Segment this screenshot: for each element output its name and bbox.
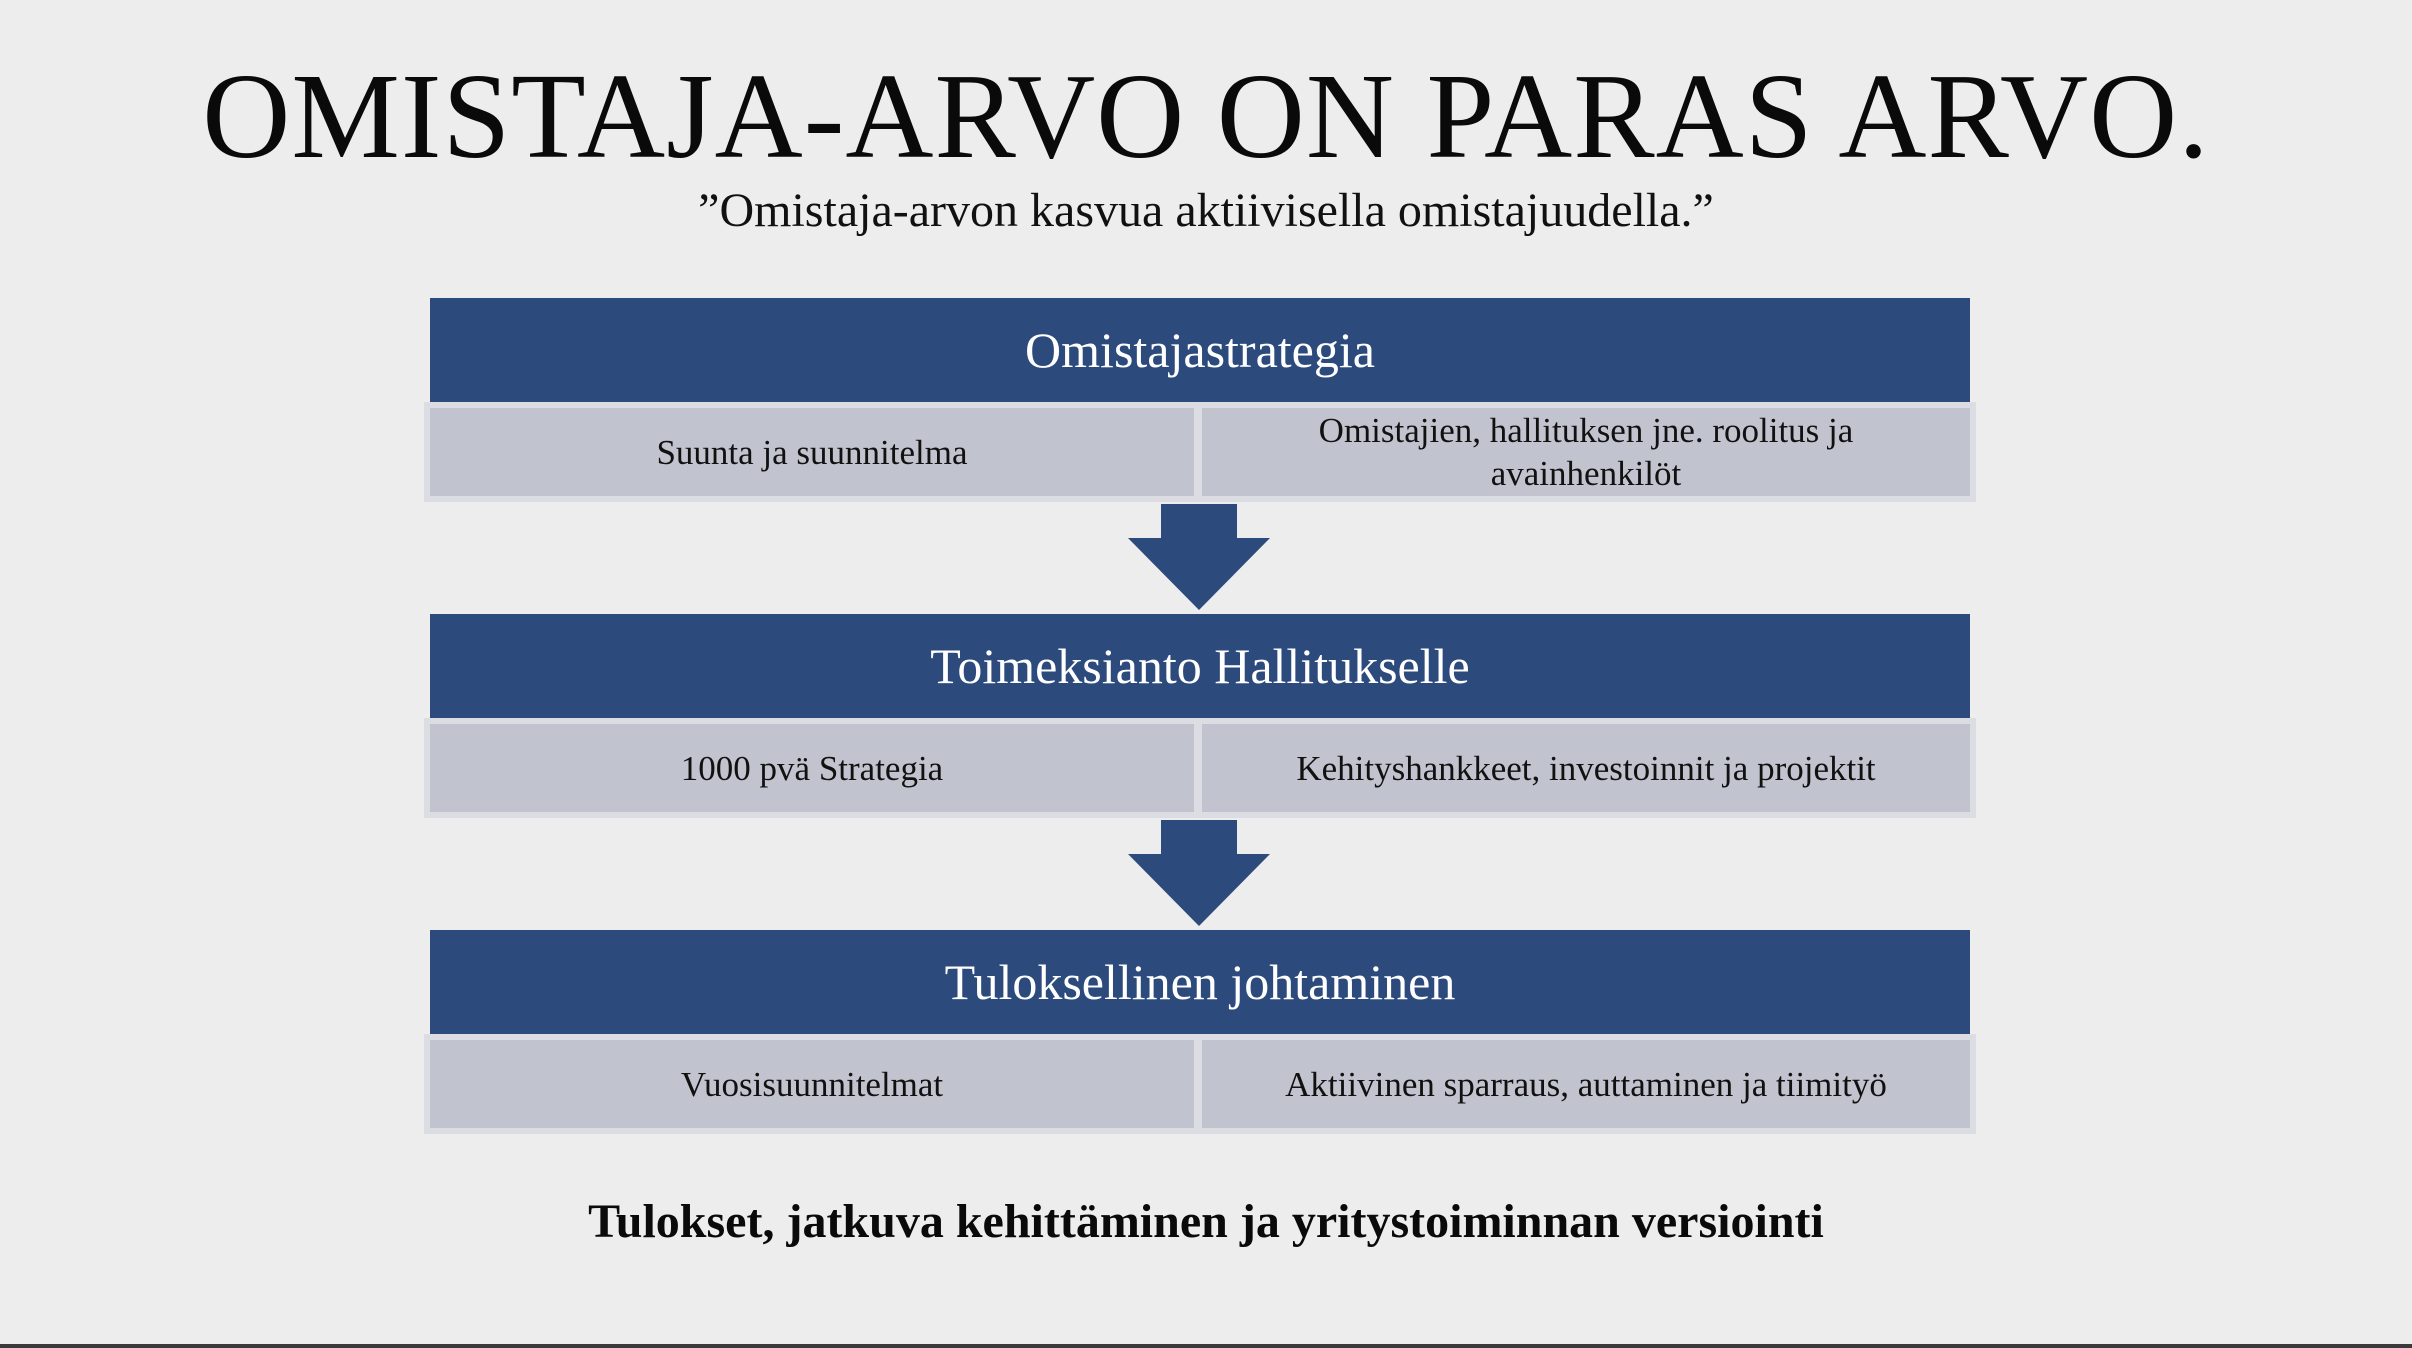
block-header: Tuloksellinen johtaminen bbox=[430, 930, 1970, 1034]
slide-subtitle: ”Omistaja-arvon kasvua aktiivisella omistajuudella.” bbox=[698, 184, 1714, 237]
block-cell-left bbox=[424, 1034, 1200, 1134]
block-cell-left-label: 1000 pvä Strategia bbox=[680, 748, 944, 788]
block-cell-right-label: Omistajien, hallituksen jne. roolitus ja avainhenkilöt bbox=[1318, 411, 1854, 493]
block-cell-left bbox=[424, 402, 1200, 502]
bottom-divider bbox=[0, 1344, 2412, 1348]
block-cell-left-label: Vuosisuunnitelmat bbox=[680, 1064, 944, 1104]
block-header: Toimeksianto Hallitukselle bbox=[430, 614, 1970, 718]
slide-title: OMISTAJA-ARVO ON PARAS ARVO. bbox=[202, 49, 2210, 184]
process-block-ownership-strategy bbox=[424, 298, 1976, 504]
block-cell-left-label: Suunta ja suunnitelma bbox=[656, 432, 968, 472]
block-cell-right bbox=[1196, 402, 1976, 502]
slide-footer: Tulokset, jatkuva kehittäminen ja yritystoiminnan versiointi bbox=[588, 1195, 1824, 1248]
block-cell-right-label: Kehityshankkeet, investoinnit ja projektit bbox=[1296, 748, 1876, 788]
block-cell-right bbox=[1196, 1034, 1976, 1134]
block-cell-right-label: Aktiivinen sparraus, auttaminen ja tiimityö bbox=[1285, 1064, 1887, 1104]
down-arrow-shape bbox=[1128, 820, 1270, 926]
down-arrow-icon bbox=[1128, 820, 1270, 926]
down-arrow-shape bbox=[1128, 504, 1270, 610]
process-block-board-assignment bbox=[424, 614, 1976, 820]
down-arrow-icon bbox=[1128, 504, 1270, 610]
process-block-results-management bbox=[424, 930, 1976, 1136]
block-cell-right bbox=[1196, 718, 1976, 818]
block-cell-left bbox=[424, 718, 1200, 818]
block-header: Omistajastrategia bbox=[430, 298, 1970, 402]
